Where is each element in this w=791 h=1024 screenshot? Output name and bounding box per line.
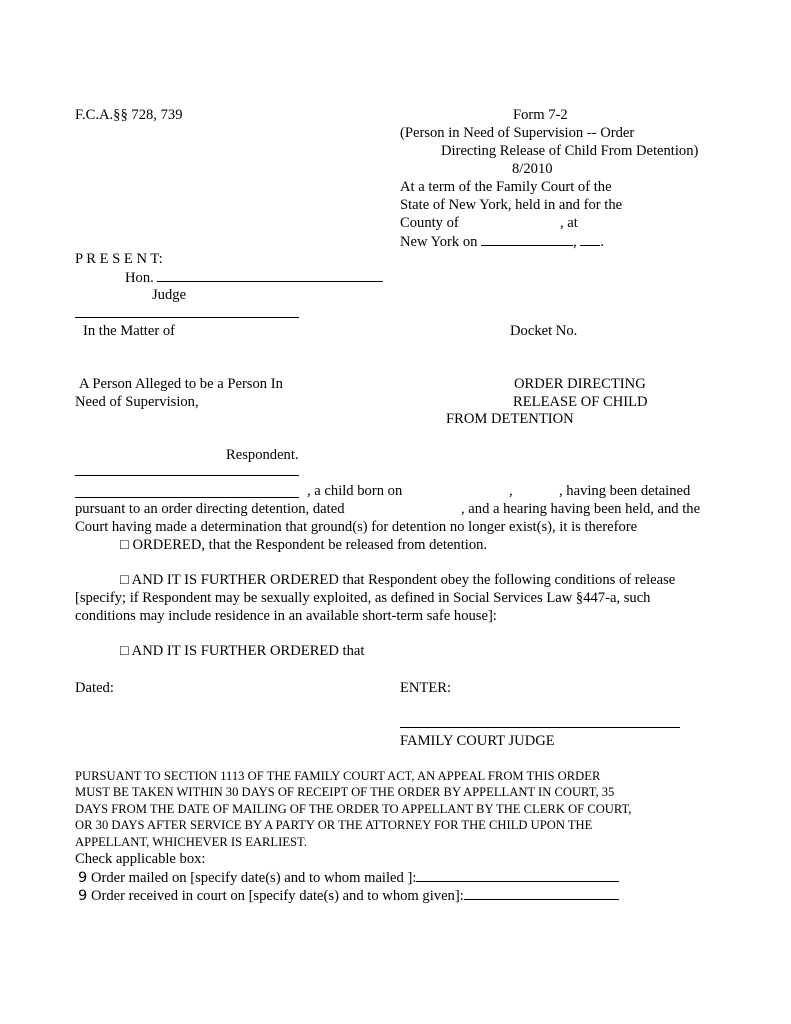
form-title-line-2: Directing Release of Child From Detention) (441, 143, 699, 159)
court-line-1: At a term of the Family Court of the (400, 179, 612, 195)
having-been-detained: , having been detained (559, 483, 691, 499)
mailed-checkbox-icon[interactable]: 9 (78, 869, 88, 886)
received-checkbox-icon[interactable]: 9 (78, 887, 88, 904)
hon-label: Hon. (125, 270, 154, 286)
caption-top-rule (75, 317, 299, 318)
specify-line-2: conditions may include residence in an available short-term safe house]: (75, 608, 497, 624)
option-mailed-label: Order mailed on [specify date(s) and to whom mailed ]: (90, 870, 417, 886)
notice-line-1: PURSUANT TO SECTION 1113 OF THE FAMILY COURT ACT, AN APPEAL FROM THIS ORDER (75, 769, 601, 783)
form-title-line-1: (Person in Need of Supervision -- Order (400, 125, 635, 141)
present-label: P R E S E N T: (75, 251, 163, 267)
pursuant-dated: pursuant to an order directing detention, dated (75, 501, 345, 517)
notice-line-3: DAYS FROM THE DATE OF MAILING OF THE ORDER TO APPELLANT BY THE CLERK OF COURT, (75, 802, 632, 816)
court-date-blank[interactable] (481, 232, 573, 246)
notice-line-2: MUST BE TAKEN WITHIN 30 DAYS OF RECEIPT OF THE ORDER BY APPELLANT IN COURT, 35 (75, 785, 615, 799)
family-court-judge-title: FAMILY COURT JUDGE (400, 733, 555, 749)
at-label: , at (560, 215, 578, 231)
child-born-on: , a child born on (307, 483, 403, 499)
judge-label: Judge (152, 287, 187, 303)
court-line-2: State of New York, held in and for the (400, 197, 623, 213)
form-number: Form 7-2 (513, 107, 568, 123)
caption-bottom-rule (75, 475, 299, 476)
option-received-row[interactable] (78, 886, 619, 905)
county-label: County of (400, 215, 459, 231)
specify-line-1: [specify; if Respondent may be sexually exploited, as defined in Social Services Law §447-a, such (75, 590, 651, 606)
order-title-line-1: ORDER DIRECTING (514, 376, 646, 392)
form-date: 8/2010 (512, 161, 553, 177)
order-title-line-2: RELEASE OF CHILD (513, 394, 648, 410)
respondent-label: Respondent. (226, 447, 299, 463)
order-title-line-3: FROM DETENTION (446, 411, 574, 427)
option-mailed-row[interactable] (78, 868, 619, 887)
court-determination: Court having made a determination that ground(s) for detention no longer exist(s), it is therefore (75, 519, 638, 535)
ordered-released[interactable]: □ ORDERED, that the Respondent be released from detention. (120, 537, 488, 553)
option-received-label: Order received in court on [specify date(s) and to whom given]: (90, 888, 464, 904)
enter-label: ENTER: (400, 680, 452, 696)
statute-citation: F.C.A.§§ 728, 739 (75, 107, 183, 123)
court-year-blank[interactable] (580, 232, 600, 246)
court-date-line: New York on , . (400, 234, 605, 250)
check-applicable-label: Check applicable box: (75, 851, 206, 867)
further-ordered-that[interactable]: □ AND IT IS FURTHER ORDERED that (120, 643, 365, 659)
notice-line-4: OR 30 DAYS AFTER SERVICE BY A PARTY OR THE ATTORNEY FOR THE CHILD UPON THE (75, 818, 593, 832)
judge-name-blank[interactable] (157, 268, 383, 282)
hearing-held: , and a hearing having been held, and the (461, 501, 701, 517)
received-blank[interactable] (464, 886, 619, 900)
docket-label: Docket No. (510, 323, 578, 339)
birth-date-comma: , (509, 483, 513, 499)
dated-label: Dated: (75, 680, 114, 696)
mailed-blank[interactable] (416, 868, 619, 882)
new-york-on-label: New York on (400, 234, 478, 250)
person-alleged-line-2: Need of Supervision, (75, 394, 199, 410)
court-date-comma: , (573, 234, 577, 250)
in-the-matter-of: In the Matter of (83, 323, 175, 339)
notice-line-5: APPELLANT, WHICHEVER IS EARLIEST. (75, 835, 307, 849)
child-name-blank[interactable] (75, 497, 299, 498)
hon-line (125, 268, 383, 287)
judge-signature-line[interactable] (400, 727, 680, 728)
person-alleged-line-1: A Person Alleged to be a Person In (79, 376, 283, 392)
further-ordered-conditions[interactable]: □ AND IT IS FURTHER ORDERED that Respondent obey the following conditions of release (120, 572, 676, 588)
